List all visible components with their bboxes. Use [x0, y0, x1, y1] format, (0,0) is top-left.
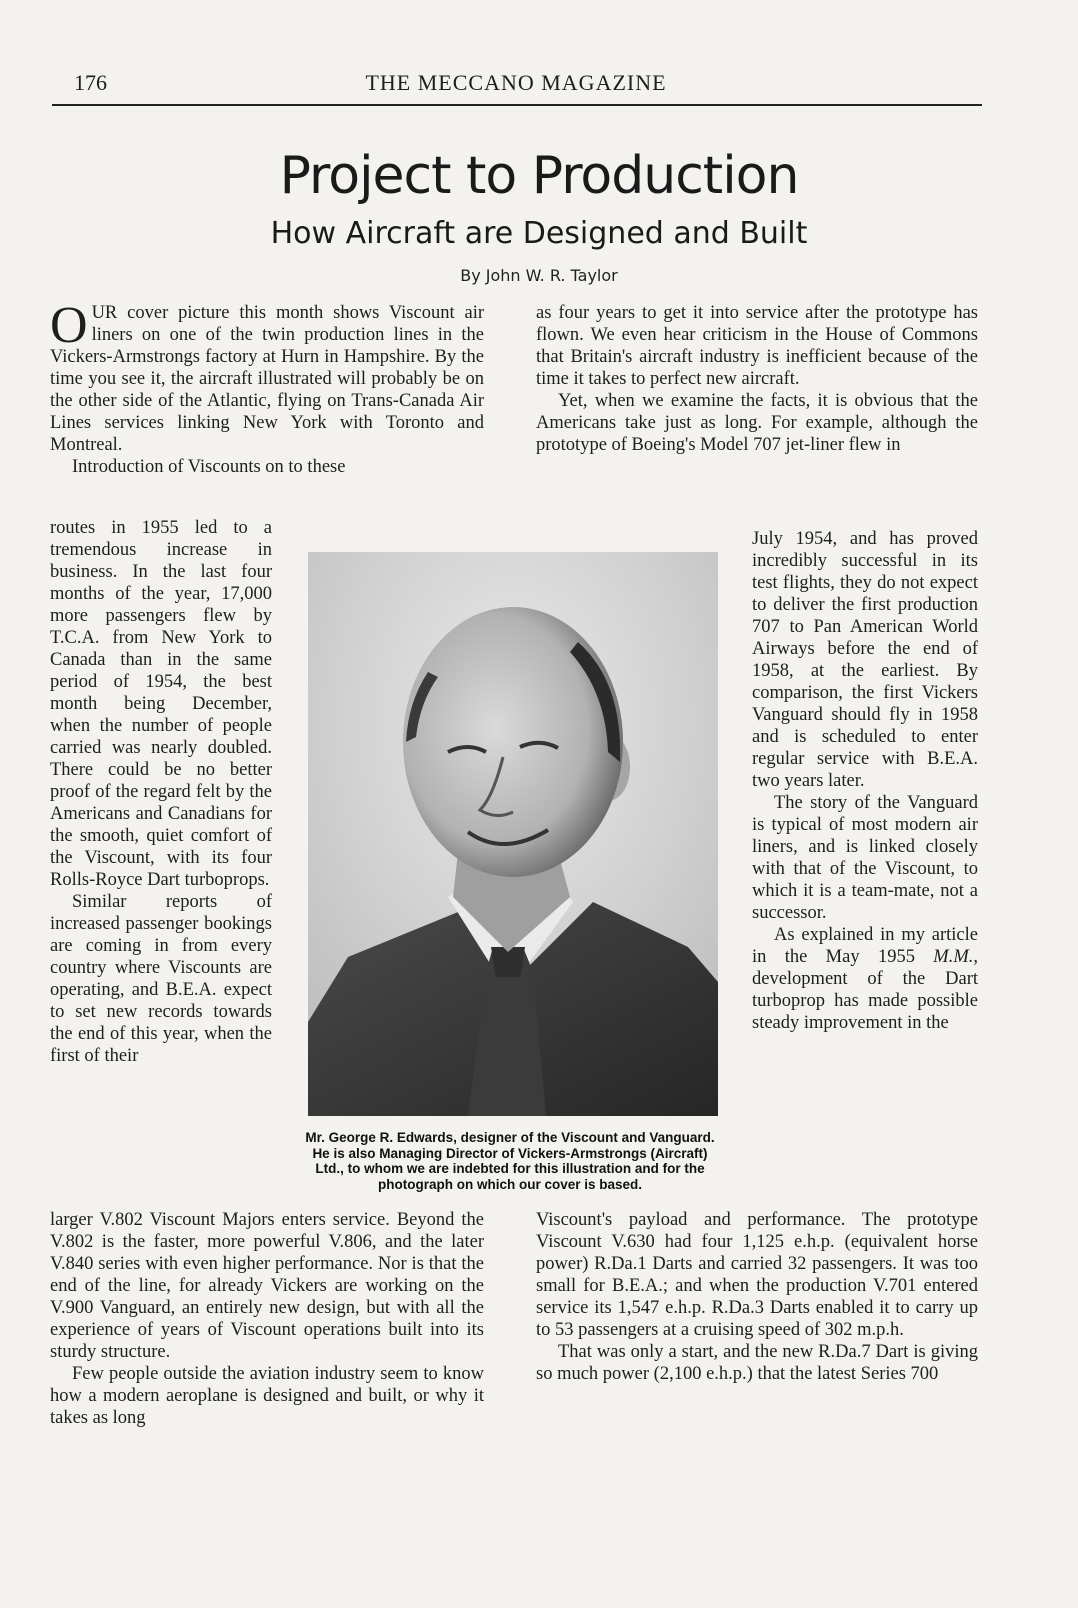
paragraph: Viscount's payload and performance. The prototype Viscount V.630 had four 1,125 e.h.p. (equivalent horse power) R.Da.1 Darts and carried 32 passengers. It was too small for B.E.A.; and when the production V.701 entered service its 1,547 e.h.p. R.Da.3 Darts enabled it to carry up to 53 passengers at a cruising speed of 302 m.p.h.: [536, 1210, 978, 1340]
left-column-narrow: [50, 517, 272, 1067]
portrait-photo: [308, 552, 718, 1116]
article-subtitle: How Aircraft are Designed and Built: [270, 216, 808, 251]
article-title: Project to Production: [279, 146, 799, 206]
paragraph: Few people outside the aviation industry seem to know how a modern aeroplane is designed and built, or why it takes as long: [50, 1364, 484, 1428]
paragraph: Yet, when we examine the facts, it is obvious that the Americans take just as long. For example, although the prototype of Boeing's Model 707 jet-liner flew in: [536, 391, 978, 455]
right-column-top: [536, 302, 978, 456]
paragraph: The story of the Vanguard is typical of most modern air liners, and is linked closely with that of the Viscount, to which it is a team-mate, not a successor.: [752, 793, 978, 923]
page-header: [52, 70, 980, 102]
article-byline: By John W. R. Taylor: [460, 266, 618, 285]
paragraph: Introduction of Viscounts on to these: [72, 457, 346, 477]
paragraph: As explained in my article in the May 1955 M.M., development of the Dart turboprop has made possible steady improvement in the: [752, 925, 978, 1033]
paragraph: routes in 1955 led to a tremendous increase in business. In the last four months of the year, 17,000 more passengers flew by T.C.A. from New York to Canada than in the same period of 1954, the best month being December, when the number of people carried was nearly doubled. There could be no better proof of the regard felt by the Americans and Canadians for the smooth, quiet comfort of the Viscount, with its four Rolls-Royce Dart turboprops.: [50, 518, 272, 890]
left-column-bottom: [50, 1209, 484, 1429]
header-rule: [52, 104, 982, 106]
paragraph: larger V.802 Viscount Majors enters service. Beyond the V.802 is the faster, more powerful V.806, and the later V.840 series with even higher performance. Nor is that the end of the line, for already Vickers are working on the V.900 Vanguard, an entirely new design, but with all the experience of years of Viscount operations built into its sturdy structure.: [50, 1210, 484, 1362]
paragraph: Similar reports of increased passenger bookings are coming in from every country where Viscounts are operating, and B.E.A. expect to set new records towards the end of this year, when the first of their: [50, 892, 272, 1066]
right-column-bottom: [536, 1209, 978, 1385]
page-number: 176: [74, 70, 107, 95]
right-column-narrow: [752, 528, 978, 1034]
left-column-top: [50, 297, 484, 478]
magazine-title: THE MECCANO MAGAZINE: [365, 70, 667, 95]
paragraph: July 1954, and has proved incredibly successful in its test flights, they do not expect to deliver the first production 707 to Pan American World Airways before the end of 1958, at the earliest. By comparison, the first Vickers Vanguard should fly in 1958 and is scheduled to enter regular service with B.E.A. two years later.: [752, 529, 978, 791]
paragraph: as four years to get it into service after the prototype has flown. We even hear criticism in the House of Commons that Britain's aircraft industry is inefficient because of the time it takes to perfect new aircraft.: [536, 303, 978, 389]
drop-cap: O: [50, 297, 88, 354]
paragraph: OUR cover picture this month shows Viscount air liners on one of the twin production lines in the Vickers-Armstrongs factory at Hurn in Hampshire. By the time you see it, the aircraft illustrated will probably be on the other side of the Atlantic, flying on Trans-Canada Air Lines services linking New York with Toronto and Montreal.: [50, 297, 484, 455]
paragraph: That was only a start, and the new R.Da.7 Dart is giving so much power (2,100 e.h.p.) that the latest Series 700: [536, 1342, 978, 1384]
photo-caption: Mr. George R. Edwards, designer of the Viscount and Vanguard. He is also Managing Director of Vickers-Armstrongs (Aircraft) Ltd., to whom we are indebted for this illustration and for the photograph on which our cover is based.: [305, 1130, 715, 1192]
